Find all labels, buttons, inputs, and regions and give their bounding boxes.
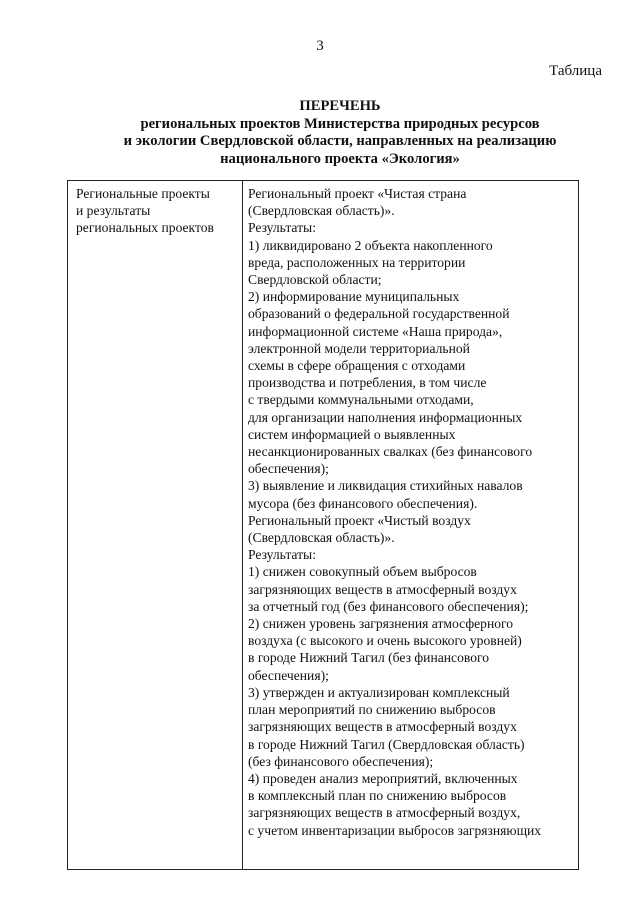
right-cell-line: воздуха (с высокого и очень высокого уровней)	[248, 633, 522, 649]
right-cell-line: 4) проведен анализ мероприятий, включенных	[248, 770, 518, 786]
right-cell-line: электронной модели территориальной	[248, 340, 470, 356]
right-cell-line: образований о федеральной государственной	[248, 306, 510, 322]
right-cell-line: несанкционированных свалках (без финансового	[248, 444, 533, 460]
heading-title: ПЕРЕЧЕНЬ	[299, 98, 381, 114]
page-number: 3	[316, 38, 324, 54]
right-cell-line: в городе Нижний Тагил (Свердловская область)	[248, 736, 525, 752]
right-cell-line: 3) утвержден и актуализирован комплексный	[248, 684, 510, 700]
right-cell-line: информационной системе «Наша природа»,	[248, 323, 503, 339]
right-cell-line: за отчетный год (без финансового обеспечения);	[248, 598, 529, 614]
right-cell-line: обеспечения);	[248, 667, 329, 683]
left-cell-line: и результаты	[76, 203, 151, 219]
right-cell-line: загрязняющих веществ в атмосферный воздух	[248, 581, 517, 597]
projects-table	[67, 180, 579, 870]
left-cell-line: Региональные проекты	[76, 186, 210, 201]
table-label: Таблица	[549, 63, 602, 79]
right-cell-line: загрязняющих веществ в атмосферный воздух	[248, 719, 517, 735]
left-cell-line: региональных проектов	[76, 220, 214, 236]
right-cell-line: с учетом инвентаризации выбросов загрязняющих	[248, 822, 542, 838]
right-cell-line: схемы в сфере обращения с отходами	[248, 358, 466, 374]
table-right-cell	[248, 185, 578, 839]
right-cell-line: план мероприятий по снижению выбросов	[248, 702, 496, 718]
right-cell-line: Результаты:	[248, 220, 316, 236]
right-cell-line: Региональный проект «Чистый воздух	[248, 512, 471, 528]
right-cell-line: 1) снижен совокупный объем выбросов	[248, 564, 477, 580]
right-cell-line: 2) снижен уровень загрязнения атмосферного	[248, 616, 514, 632]
right-cell-line: Свердловской области;	[248, 272, 382, 288]
document-heading	[60, 98, 620, 168]
right-cell-line: Региональный проект «Чистая страна	[248, 186, 467, 201]
heading-line: национального проекта «Экология»	[220, 150, 460, 167]
right-cell-line: 1) ликвидировано 2 объекта накопленного	[248, 237, 493, 253]
heading-line: и экологии Свердловской области, направленных на реализацию	[123, 133, 557, 149]
right-cell-line: обеспечения);	[248, 461, 329, 477]
right-cell-line: 2) информирование муниципальных	[248, 289, 460, 305]
right-cell-line: в городе Нижний Тагил (без финансового	[248, 650, 490, 666]
table-left-cell	[76, 185, 238, 237]
right-cell-line: Результаты:	[248, 547, 316, 563]
heading-line: региональных проектов Министерства природных ресурсов	[140, 115, 540, 132]
right-cell-line: для организации наполнения информационных	[248, 409, 523, 425]
right-cell-line: производства и потребления, в том числе	[248, 375, 487, 391]
right-cell-line: систем информацией о выявленных	[248, 426, 456, 442]
right-cell-line: (без финансового обеспечения);	[248, 753, 434, 769]
right-cell-line: 3) выявление и ликвидация стихийных навалов	[248, 478, 523, 494]
column-divider	[242, 181, 243, 869]
right-cell-line: мусора (без финансового обеспечения).	[248, 495, 478, 511]
right-cell-line: с твердыми коммунальными отходами,	[248, 392, 474, 408]
right-cell-line: в комплексный план по снижению выбросов	[248, 788, 507, 804]
right-cell-line: загрязняющих веществ в атмосферный воздух,	[248, 805, 521, 821]
right-cell-line: (Свердловская область)».	[248, 203, 395, 219]
right-cell-line: (Свердловская область)».	[248, 530, 395, 546]
right-cell-line: вреда, расположенных на территории	[248, 254, 466, 270]
